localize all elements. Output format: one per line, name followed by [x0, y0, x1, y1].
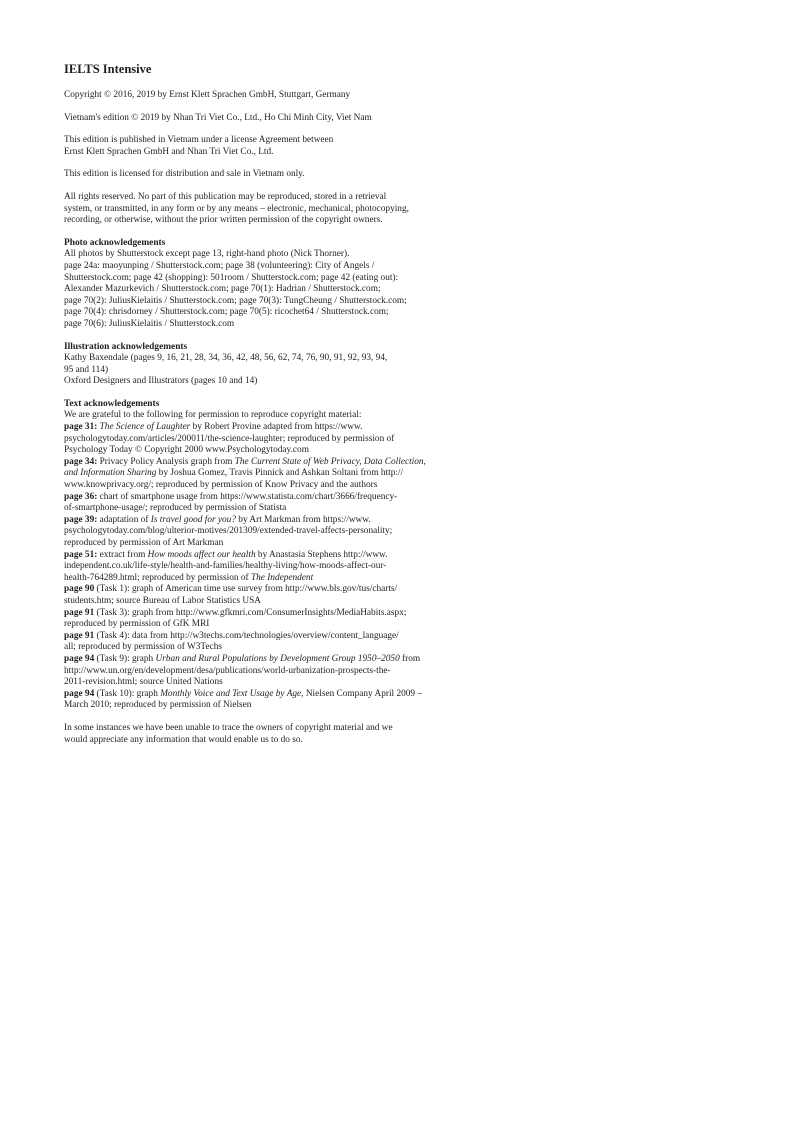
page-reference: page 94	[64, 688, 95, 699]
text-ack-entry	[64, 550, 740, 585]
illustration-acknowledgements	[64, 342, 740, 388]
photo-line: page 70(4): chrisdorney / Shutterstock.com; page 70(5): ricochet64 / Shutterstock.com;	[64, 307, 389, 318]
italic-title: Urban and Rural Populations by Development Group 1950–2050	[155, 653, 400, 664]
entry-line: Psychology Today © Copyright 2000 www.Psychologytoday.com	[64, 445, 309, 456]
page-reference: page 31:	[64, 422, 98, 433]
illustration-line: Kathy Baxendale (pages 9, 16, 21, 28, 34, 36, 42, 48, 56, 62, 74, 76, 90, 91, 92, 93, 94,	[64, 353, 388, 364]
text-ack-entry	[64, 422, 740, 457]
entry-line: 2011-revision.html; source United Nations	[64, 677, 223, 688]
illustration-heading: Illustration acknowledgements	[64, 341, 188, 352]
text-ack-entry	[64, 515, 740, 550]
illustration-lines	[64, 353, 740, 388]
page-reference: page 90	[64, 584, 95, 595]
page-reference: page 36:	[64, 491, 98, 502]
photo-acknowledgements	[64, 238, 740, 331]
italic-title: The Science of Laughter	[99, 422, 191, 433]
italic-title: The Current State of Web Privacy, Data Collection,	[234, 456, 426, 467]
page-reference: page 34:	[64, 456, 98, 467]
entry-line: reproduced by permission of GfK MRI	[64, 619, 210, 630]
text-ack-entry	[64, 492, 740, 515]
page-reference: page 39:	[64, 514, 98, 525]
entry-line: psychologytoday.com/articles/200011/the-science-laughter; reproduced by permission of	[64, 433, 395, 444]
photo-line: page 24a: maoyunping / Shutterstock.com; page 38 (volunteering): City of Angels /	[64, 260, 375, 271]
entry-line: independent.co.uk/life-style/health-and-families/healthy-living/how-moods-affect-our-	[64, 561, 387, 572]
closing-line: In some instances we have been unable to trace the owners of copyright material and we	[64, 722, 393, 733]
photo-line: Alexander Mazurkevich / Shutterstock.com; page 70(1): Hadrian / Shutterstock.com;	[64, 284, 381, 295]
photo-lines	[64, 249, 740, 330]
text-intro: We are grateful to the following for permission to reproduce copyright material:	[64, 410, 362, 421]
text-ack-entry	[64, 654, 740, 689]
text-ack-entry	[64, 689, 740, 712]
rights-line: recording, or otherwise, without the prior written permission of the copyright owners.	[64, 215, 383, 226]
illustration-line: Oxford Designers and Illustrators (pages 10 and 14)	[64, 376, 258, 387]
photo-line: page 70(2): JuliusKielaitis / Shutterstock.com; page 70(3): TungCheung / Shutterstock.com;	[64, 295, 407, 306]
entry-line: http://www.un.org/en/development/desa/publications/world-urbanization-prospects-the-	[64, 665, 391, 676]
photo-line: page 70(6): JuliusKielaitis / Shutterstock.com	[64, 318, 235, 329]
entry-line: health-764289.html; reproduced by permission of The Independent	[64, 572, 314, 583]
entry-line: March 2010; reproduced by permission of Nielsen	[64, 700, 252, 711]
photo-line: All photos by Shutterstock except page 13, right-hand photo (Nick Thorner).	[64, 249, 350, 260]
italic-title: Monthly Voice and Text Usage by Age	[160, 688, 302, 699]
entry-line: page 51: extract from How moods affect our health by Anastasia Stephens http://www.	[64, 549, 388, 560]
page-reference: page 94	[64, 653, 95, 664]
entry-line: page 36: chart of smartphone usage from https://www.statista.com/chart/3666/frequency-	[64, 491, 398, 502]
rights-line: system, or transmitted, in any form or by any means – electronic, mechanical, photocopying,	[64, 203, 409, 214]
book-title: IELTS Intensive	[64, 62, 152, 76]
photo-heading: Photo acknowledgements	[64, 237, 166, 248]
page-reference: page 91	[64, 630, 95, 641]
text-ack-entry	[64, 584, 740, 607]
italic-title: and Information Sharing	[64, 468, 157, 479]
page-reference: page 51:	[64, 549, 98, 560]
entry-line: page 91 (Task 3): graph from http://www.gfkmri.com/ConsumerInsights/MediaHabits.aspx;	[64, 607, 407, 618]
entry-line: www.knowprivacy.org/; reproduced by permission of Know Privacy and the authors	[64, 480, 378, 491]
text-ack-entry	[64, 457, 740, 492]
license-line: This edition is published in Vietnam under a license Agreement between	[64, 135, 334, 146]
text-ack-entry	[64, 631, 740, 654]
entry-line: page 90 (Task 1): graph of American time use survey from http://www.bls.gov/tus/charts/	[64, 584, 398, 595]
entry-line: students.htm; source Bureau of Labor Statistics USA	[64, 595, 262, 606]
italic-title: Is travel good for you?	[150, 514, 236, 525]
entry-line: page 94 (Task 10): graph Monthly Voice and Text Usage by Age, Nielsen Company April 2009 –	[64, 688, 423, 699]
photo-line: Shutterstock.com; page 42 (shopping): 501room / Shutterstock.com; page 42 (eating out):	[64, 272, 399, 283]
closing-line: would appreciate any information that would enable us to do so.	[64, 734, 303, 745]
illustration-line: 95 and 114)	[64, 364, 109, 375]
entry-line: of-smartphone-usage/; reproduced by permission of Statista	[64, 503, 287, 514]
entry-line: page 39: adaptation of Is travel good for you? by Art Markman from https://www.	[64, 514, 371, 525]
license-line: Ernst Klett Sprachen GmbH and Nhan Tri Viet Co., Ltd.	[64, 146, 274, 157]
closing-paragraph	[64, 723, 740, 746]
entry-line: and Information Sharing by Joshua Gomez, Travis Pinnick and Ashkan Soltani from http://	[64, 468, 404, 479]
entry-line: page 34: Privacy Policy Analysis graph from The Current State of Web Privacy, Data Collection,	[64, 456, 426, 467]
rights-line: All rights reserved. No part of this publication may be reproduced, stored in a retrieval	[64, 191, 387, 202]
italic-title: How moods affect our health	[147, 549, 256, 560]
entry-line: reproduced by permission of Art Markman	[64, 538, 224, 548]
copyright-line: Copyright © 2016, 2019 by Ernst Klett Sprachen GmbH, Stuttgart, Germany	[64, 90, 351, 100]
text-entries	[64, 422, 740, 712]
text-ack-entry	[64, 608, 740, 631]
entry-line: psychologytoday.com/blog/ulterior-motives/201309/extended-travel-affects-personality;	[64, 526, 393, 537]
distribution-line: This edition is licensed for distribution and sale in Vietnam only.	[64, 169, 305, 180]
entry-line: page 31: The Science of Laughter by Robert Provine adapted from https://www.	[64, 422, 363, 433]
text-acknowledgements	[64, 399, 740, 712]
text-heading: Text acknowledgements	[64, 398, 160, 409]
page-reference: page 91	[64, 607, 95, 618]
italic-title: The Independent	[250, 572, 314, 583]
vietnam-edition-line: Vietnam's edition © 2019 by Nhan Tri Viet Co., Ltd., Ho Chi Minh City, Viet Nam	[64, 112, 372, 123]
rights-paragraph	[64, 192, 740, 227]
entry-line: all; reproduced by permission of W3Techs	[64, 642, 222, 653]
entry-line: page 94 (Task 9): graph Urban and Rural Populations by Development Group 1950–2050 from	[64, 653, 421, 664]
entry-line: page 91 (Task 4): data from http://w3techs.com/technologies/overview/content_language/	[64, 630, 399, 641]
license-paragraph	[64, 135, 740, 158]
